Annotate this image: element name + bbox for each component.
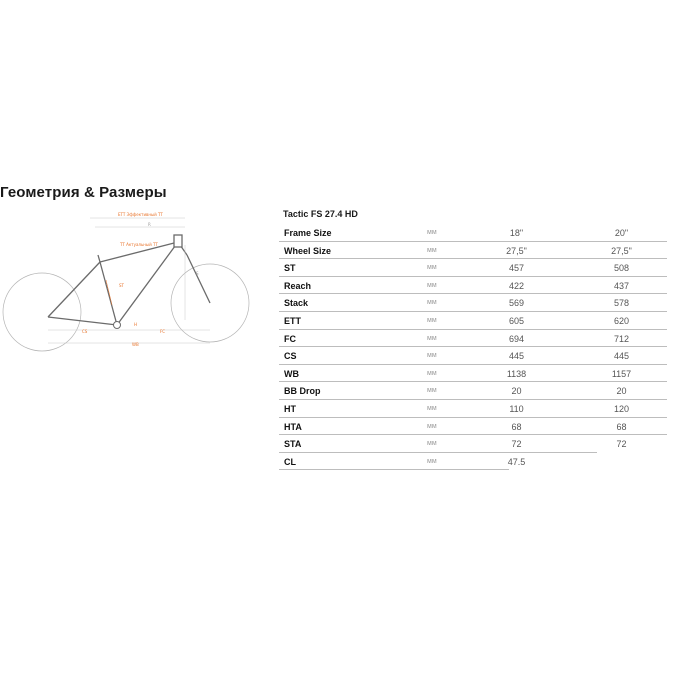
row-unit: мм bbox=[427, 387, 437, 395]
row-label: ETT bbox=[284, 315, 301, 326]
cs-label: CS bbox=[82, 329, 88, 334]
table-row bbox=[279, 312, 667, 330]
wb-label: WB bbox=[132, 342, 139, 347]
row-value-18: 20 bbox=[511, 386, 522, 397]
h-label: H bbox=[134, 322, 138, 327]
page-title: Геометрия & Размеры bbox=[0, 184, 167, 201]
row-label: Frame Size bbox=[284, 228, 332, 238]
row-unit: мм bbox=[427, 440, 437, 448]
row-unit: мм bbox=[427, 422, 437, 430]
table-row bbox=[279, 382, 667, 400]
table-row bbox=[279, 453, 667, 471]
row-value-18: 422 bbox=[508, 280, 525, 291]
row-label: CS bbox=[284, 351, 297, 362]
row-value-18: 110 bbox=[509, 403, 524, 414]
row-value-20: 445 bbox=[613, 351, 630, 362]
row-value-20: 578 bbox=[613, 298, 630, 309]
table-row bbox=[279, 242, 667, 260]
row-value-18: 68 bbox=[511, 421, 522, 432]
ett-label: ETT Эффективный TT bbox=[118, 212, 163, 217]
fc-label: FC bbox=[160, 329, 166, 334]
row-label: CL bbox=[284, 456, 296, 467]
table-row bbox=[279, 365, 667, 383]
spec-table bbox=[279, 224, 667, 470]
row-label: STA bbox=[284, 439, 302, 450]
row-unit: мм bbox=[427, 299, 437, 307]
row-unit: мм bbox=[427, 229, 437, 236]
row-unit: мм bbox=[427, 246, 437, 254]
table-row bbox=[279, 224, 667, 242]
bike-geometry-diagram bbox=[0, 205, 250, 355]
row-value-20: 68 bbox=[616, 421, 627, 432]
row-value-18: 18" bbox=[509, 228, 524, 238]
row-unit: мм bbox=[427, 457, 437, 465]
row-value-18: 457 bbox=[508, 263, 525, 274]
row-value-20: 72 bbox=[616, 439, 627, 450]
s-label: S bbox=[196, 271, 199, 276]
row-value-18: 1138 bbox=[506, 368, 527, 379]
table-row bbox=[279, 435, 667, 453]
row-value-20: 508 bbox=[613, 263, 630, 274]
row-value-18: 569 bbox=[508, 298, 525, 309]
table-row bbox=[279, 277, 667, 295]
row-label: WB bbox=[284, 368, 299, 379]
row-unit: мм bbox=[427, 264, 437, 272]
row-value-18: 27,5" bbox=[506, 245, 527, 256]
row-label: Reach bbox=[284, 280, 312, 291]
row-unit: мм bbox=[427, 316, 437, 324]
tt-label: TT Актуальный TT bbox=[120, 242, 158, 247]
table-row bbox=[279, 259, 667, 277]
row-value-18: 72 bbox=[511, 439, 522, 450]
row-label: Stack bbox=[284, 298, 309, 309]
row-value-20: 620 bbox=[613, 315, 630, 326]
row-label: BB Drop bbox=[284, 386, 321, 397]
table-row bbox=[279, 294, 667, 312]
row-label: FC bbox=[284, 333, 296, 344]
row-label: HT bbox=[284, 403, 296, 414]
row-label: ST bbox=[284, 263, 296, 274]
row-value-20: 1157 bbox=[611, 368, 632, 379]
table-row bbox=[279, 347, 667, 365]
row-label: HTA bbox=[284, 421, 302, 432]
row-value-20: 20" bbox=[614, 228, 629, 238]
row-unit: мм bbox=[427, 352, 437, 360]
row-value-18: 445 bbox=[508, 351, 525, 362]
row-value-18: 47.5 bbox=[507, 456, 526, 467]
row-unit: мм bbox=[427, 369, 437, 377]
row-value-18: 694 bbox=[508, 333, 525, 344]
row-value-20: 27,5" bbox=[611, 245, 632, 256]
row-unit: мм bbox=[427, 334, 437, 342]
rear-wheel bbox=[3, 273, 81, 351]
model-title: Tactic FS 27.4 HD bbox=[283, 209, 358, 219]
row-value-20: 437 bbox=[613, 280, 630, 291]
st-label: ST bbox=[119, 283, 124, 288]
row-value-20: 712 bbox=[613, 333, 630, 344]
table-row bbox=[279, 418, 667, 436]
row-value-20: 20 bbox=[616, 386, 627, 397]
row-value-18: 605 bbox=[508, 315, 525, 326]
row-unit: мм bbox=[427, 404, 437, 412]
r-label: R bbox=[148, 222, 151, 227]
row-label: Wheel Size bbox=[284, 245, 332, 256]
row-unit: мм bbox=[427, 281, 437, 289]
table-row bbox=[279, 400, 667, 418]
table-row bbox=[279, 330, 667, 348]
row-value-20: 120 bbox=[613, 403, 630, 414]
